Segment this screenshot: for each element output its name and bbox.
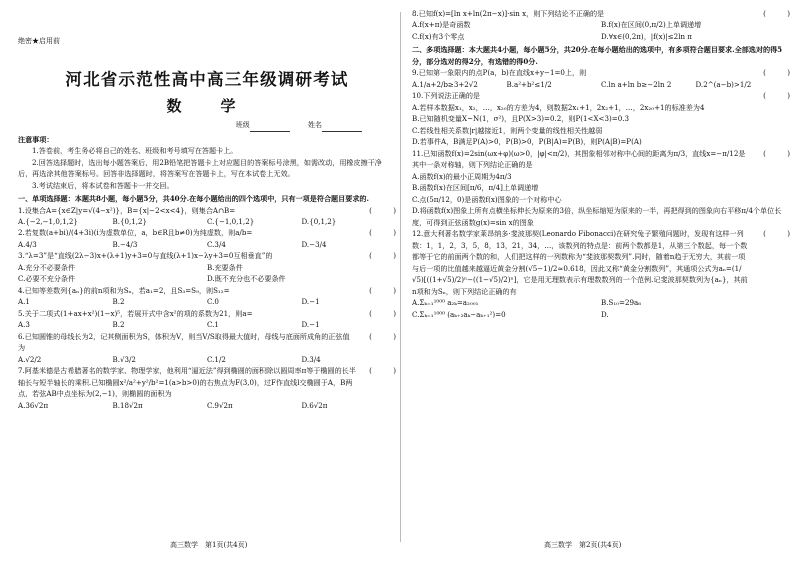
question-stem: 6.已知圆锥的母线长为2，记其侧面积为S，体积为V，则当V/S取得最大值时，母线与底面所成角的正弦值为 — [18, 331, 350, 353]
option-d: D.3/4 — [301, 354, 321, 364]
option-d: D.−3/4 — [301, 239, 327, 249]
question-stem: 12.意大利著名数学家莱昂纳多·斐波那契(Leonardo Fibonacci)在研究兔子繁殖问题时，发现有这样一列数：1，1，2，3，5，8，13，21，34，…，该数列的特点是：前两个数都是1，从第三个数起，每一个数都等于它的前面两个数的和，人们把这样的一列数称为“斐波那契数列”.同时，随着n趋于无穷大，其前一项与后一项的比值越来越逼近黄金分割(√5−1)/2≈0.618，因此又称“黄金分割数列”，其通项公式为aₙ=(1/√5)[((1+√5)/2)ⁿ−((1−√5)/2)ⁿ]，它是用无理数表示有理数数列的一个范例.记斐波那契数列为{aₙ}，其前n项和为Sₙ，则下列结论正确的有 — [412, 229, 748, 296]
question-stem: 1.设集合A={x∈Z|y=√(4−x²)}，B={x|−2<x<4}，则集合A∩B= — [18, 205, 236, 215]
option-a: A.3 — [18, 320, 30, 330]
question-8 — [412, 8, 790, 42]
option-a: A.充分不必要条件 — [18, 262, 76, 272]
question-3 — [18, 250, 396, 284]
option-d: D.6√2π — [301, 400, 328, 410]
answer-paren: ( ) — [369, 228, 396, 238]
option-c: C.{−1,0,1,2} — [207, 216, 255, 226]
option-b: B.√3/2 — [112, 354, 136, 364]
option-d: D.2^(a−b)>1/2 — [695, 79, 752, 89]
question-12 — [412, 228, 790, 320]
option-b: B.f(x)在区间(0,π/2)上单调递增 — [601, 20, 702, 30]
option-b: B.−4/3 — [112, 239, 138, 249]
option-b: B.函数f(x)在区间[π/6，π/4]上单调递增 — [412, 183, 539, 193]
option-a: A.1/a+2/b≥3+2√2 — [412, 79, 478, 89]
secret-label: 绝密★启用前 — [18, 37, 60, 45]
answer-paren: ( ) — [369, 308, 396, 318]
answer-paren: ( ) — [369, 251, 396, 261]
option-c: C.点(5π/12，0)是函数f(x)图象的一个对称中心 — [412, 194, 562, 204]
option-a: A.{−2,−1,0,1,2} — [18, 216, 78, 226]
option-b: B.{0,1,2} — [112, 216, 148, 226]
name-blank — [322, 131, 362, 132]
question-4 — [18, 285, 396, 308]
exam-title: 河北省示范性高中高三年级调研考试 — [65, 70, 349, 90]
answer-paren: ( ) — [763, 148, 790, 158]
option-a: A.若样本数据x₁，x₂，…，x₂₀的方差为4，则数据2x₁+1，2x₂+1，…，2x₂₀+1的标准差为4 — [412, 102, 705, 112]
option-c: C.必要不充分条件 — [18, 274, 76, 284]
answer-paren: ( ) — [369, 205, 396, 215]
option-c: C.3/4 — [207, 239, 226, 249]
question-stem: 2.若复数(a+bi)/(4+3i)(i为虚数单位，a，b∈R且b≠0)为纯虚数，则a/b= — [18, 228, 253, 238]
option-b: B.S₁₀=29a₆ — [601, 298, 642, 308]
option-a: A.4/3 — [18, 239, 37, 249]
option-c: C.f(x)有3个零点 — [412, 31, 465, 41]
question-7 — [18, 365, 396, 411]
section-single-choice: 一、单项选择题：本题共8小题，每小题5分，共40分.在每小题给出的四个选项中，只有一项是符合题目要求的. — [18, 194, 369, 204]
option-b: B.a²+b²≤1/2 — [506, 79, 552, 89]
class-blank — [250, 131, 290, 132]
student-info-fields — [18, 120, 362, 131]
question-9 — [412, 67, 790, 90]
option-a: A.36√2π — [18, 400, 49, 410]
option-d: D. — [601, 309, 609, 319]
option-d: D.{0,1,2} — [301, 216, 337, 226]
option-a: A.函数f(x)的最小正周期为4π/3 — [412, 171, 512, 181]
question-2 — [18, 227, 396, 250]
question-10 — [412, 90, 790, 147]
option-d: D.若事件A，B满足P(A)>0，P(B)>0，P(B|A)=P(B)，则P(A|B)=P(A) — [412, 137, 642, 147]
option-b: B.充要条件 — [207, 262, 243, 272]
option-c: C.ln a+ln b≥−2ln 2 — [601, 79, 672, 89]
subject-title: 数 学 — [166, 96, 248, 115]
option-a: A.√2/2 — [18, 354, 42, 364]
notice-item: 2.回答选择题时，选出每小题答案后，用2B铅笔把答题卡上对应题目的答案标号涂黑，如需改动，用橡皮擦干净后，再选涂其他答案标号。回答非选择题时，将答案写在答题卡上，写在本试卷上无效。 — [18, 157, 382, 179]
right-column — [412, 8, 790, 320]
page-footer-right: 高三数学 第2页(共4页) — [544, 541, 622, 549]
question-stem: 8.已知f(x)=[ln x+ln(2π−x)]·sin x，则下列结论不正确的是 — [412, 9, 605, 18]
option-b: B.2 — [112, 320, 125, 330]
option-d: D.−1 — [301, 297, 320, 307]
option-d: D.将函数f(x)图象上所有点横坐标伸长为原来的3倍，纵坐标缩短为原来的一半，再把得到的图象向右平移π/4个单位长度，可得到正弦函数g(x)=sin x的图象 — [412, 206, 782, 227]
question-stem: 3.“λ=3”是“直线(2λ−3)x+(λ+1)y+3=0与直线(λ+1)x−λy+3=0互相垂直”的 — [18, 251, 273, 261]
left-column — [18, 8, 396, 411]
question-stem: 10.下列说法正确的是 — [412, 91, 481, 101]
question-5 — [18, 308, 396, 331]
option-c: C.Σₖ₌₁¹⁰⁰⁰ (aₖ₊₂aₖ−aₖ₊₁²)=0 — [412, 309, 506, 319]
option-d: D.∀x∈(0,2π)，|f(x)|≤2ln π — [601, 31, 692, 41]
option-b: B.已知随机变量X~N(1，σ²)，且P(X>3)=0.2，则P(1<X<3)=0.3 — [412, 114, 629, 124]
answer-paren: ( ) — [763, 68, 790, 78]
question-11 — [412, 148, 790, 228]
question-stem: 5.关于二项式(1+ax+x²)(1−x)⁵，若展开式中含x²的项的系数为21，则a= — [18, 308, 253, 318]
option-d: D.−1 — [301, 320, 320, 330]
question-6 — [18, 331, 396, 365]
option-c: C.1/2 — [207, 354, 226, 364]
option-a: A.Σₖ₌₁¹⁰⁰⁰ a₂ₖ=a₂₀₀₁ — [412, 298, 479, 308]
option-d: D.既不充分也不必要条件 — [207, 274, 286, 284]
notice-item: 1.答卷前，考生务必将自己的姓名、班级和考号填写在答题卡上。 — [32, 146, 238, 156]
column-divider — [400, 12, 401, 542]
page-footer-left: 高三数学 第1页(共4页) — [170, 541, 248, 549]
option-c: C.1 — [207, 320, 219, 330]
class-label: 班级 — [235, 121, 250, 130]
question-stem: 11.已知函数f(x)=2sin(ωx+φ)(ω>0，|φ|<π/2)，其图象相邻对称中心间的距离为π/3，直线x=−π/12是其中一条对称轴，则下列结论正确的是 — [412, 148, 746, 170]
option-a: A.1 — [18, 297, 30, 307]
answer-paren: ( ) — [763, 229, 790, 239]
answer-paren: ( ) — [369, 285, 396, 295]
answer-paren: ( ) — [763, 91, 790, 101]
answer-paren: ( ) — [763, 9, 790, 18]
notice-heading: 注意事项： — [18, 134, 54, 144]
name-label: 姓名 — [308, 121, 322, 130]
question-stem: 7.阿基米德是古希腊著名的数学家、物理学家，他利用“逼近法”得到椭圆的面积除以圆周率π等于椭圆的长半轴长与短半轴长的乘积.已知椭圆x²/a²+y²/b²=1(a>b>0)的右焦点为F(3,0)，过F作直线l交椭圆于A，B两点，若弦AB中点坐标为(2,−1)，则椭圆的面积为 — [18, 366, 356, 399]
option-c: C.0 — [207, 297, 219, 307]
question-1 — [18, 205, 396, 228]
section-multiple-choice: 二、多项选择题：本大题共4小题，每小题5分，共20分.在每小题给出的选项中，有多项符合题目要求.全部选对的得5分，部分选对的得2分，有选错的得0分. — [412, 45, 783, 66]
option-b: B.18√2π — [112, 400, 143, 410]
option-c: C.9√2π — [207, 400, 233, 410]
answer-paren: ( ) — [369, 331, 396, 341]
question-stem: 9.已知第一象限内的点P(a，b)在直线x+y−1=0上，则 — [412, 68, 587, 78]
answer-paren: ( ) — [369, 366, 396, 376]
option-a: A.f(x+π)是奇函数 — [412, 20, 471, 30]
notice-item: 3.考试结束后，将本试卷和答题卡一并交回。 — [32, 180, 174, 190]
question-stem: 4.已知等差数列{aₙ}的前n项和为Sₙ，若a₁=2，且S₃=S₉，则S₁₂= — [18, 285, 230, 295]
option-b: B.2 — [112, 297, 125, 307]
option-c: C.若线性相关系数|r|越接近1，则两个变量的线性相关性越弱 — [412, 125, 603, 135]
